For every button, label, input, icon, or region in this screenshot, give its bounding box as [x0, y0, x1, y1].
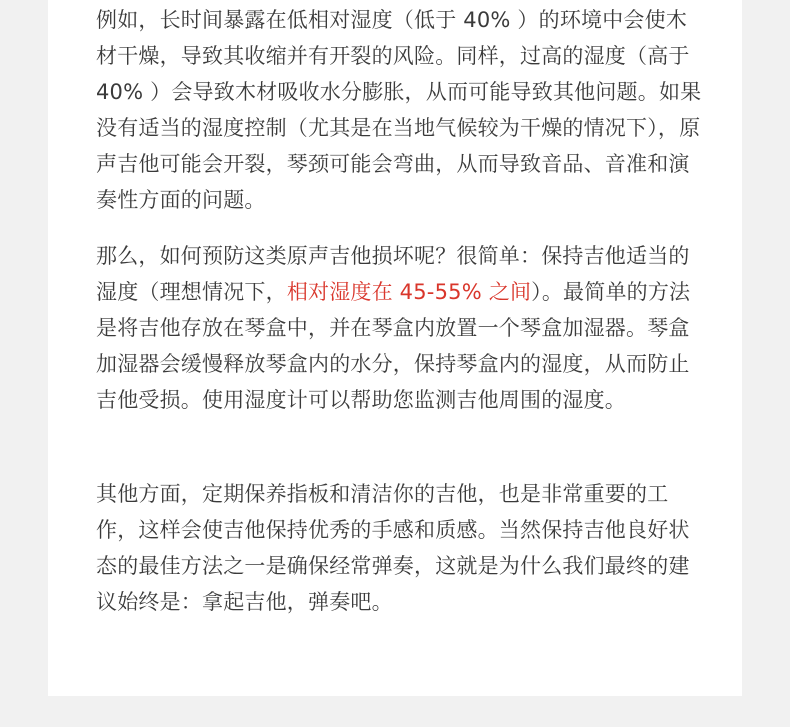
- paragraph-prevention-text-after: ）。最简单的方法是将吉他存放在琴盒中，并在琴盒内放置一个琴盒加湿器。琴盒加湿器会缓慢释放琴盒内的水分，保持琴盒内的湿度，从而防止吉他受损。使用湿度计可以帮助您监测吉他周围的湿度。: [96, 280, 691, 412]
- paragraph-prevention: [96, 238, 706, 418]
- humidity-range-highlight: 相对湿度在 45-55% 之间: [286, 280, 532, 304]
- paragraph-prevention-text-before: 那么，如何预防这类原声吉他损坏呢？很简单：保持吉他适当的湿度（理想情况下，: [96, 244, 690, 304]
- paragraph-humidity-risks: 例如，长时间暴露在低相对湿度（低于 40% ）的环境中会使木材干燥，导致其收缩并有开裂的风险。同样，过高的湿度（高于 40% ）会导致木材吸收水分膨胀，从而可能导致其他问题。如果没有适当的湿度控制（尤其是在当地气候较为干燥的情况下），原声吉他可能会开裂，琴颈可能会弯曲，从而导致音品、音准和演奏性方面的问题。: [96, 8, 702, 212]
- paragraph-maintenance: 其他方面，定期保养指板和清洁你的吉他，也是非常重要的工作，这样会使吉他保持优秀的手感和质感。当然保持吉他良好状态的最佳方法之一是确保经常弹奏，这就是为什么我们最终的建议始终是：拿起吉他，弹奏吧。: [96, 482, 690, 614]
- article-card: [48, 0, 742, 696]
